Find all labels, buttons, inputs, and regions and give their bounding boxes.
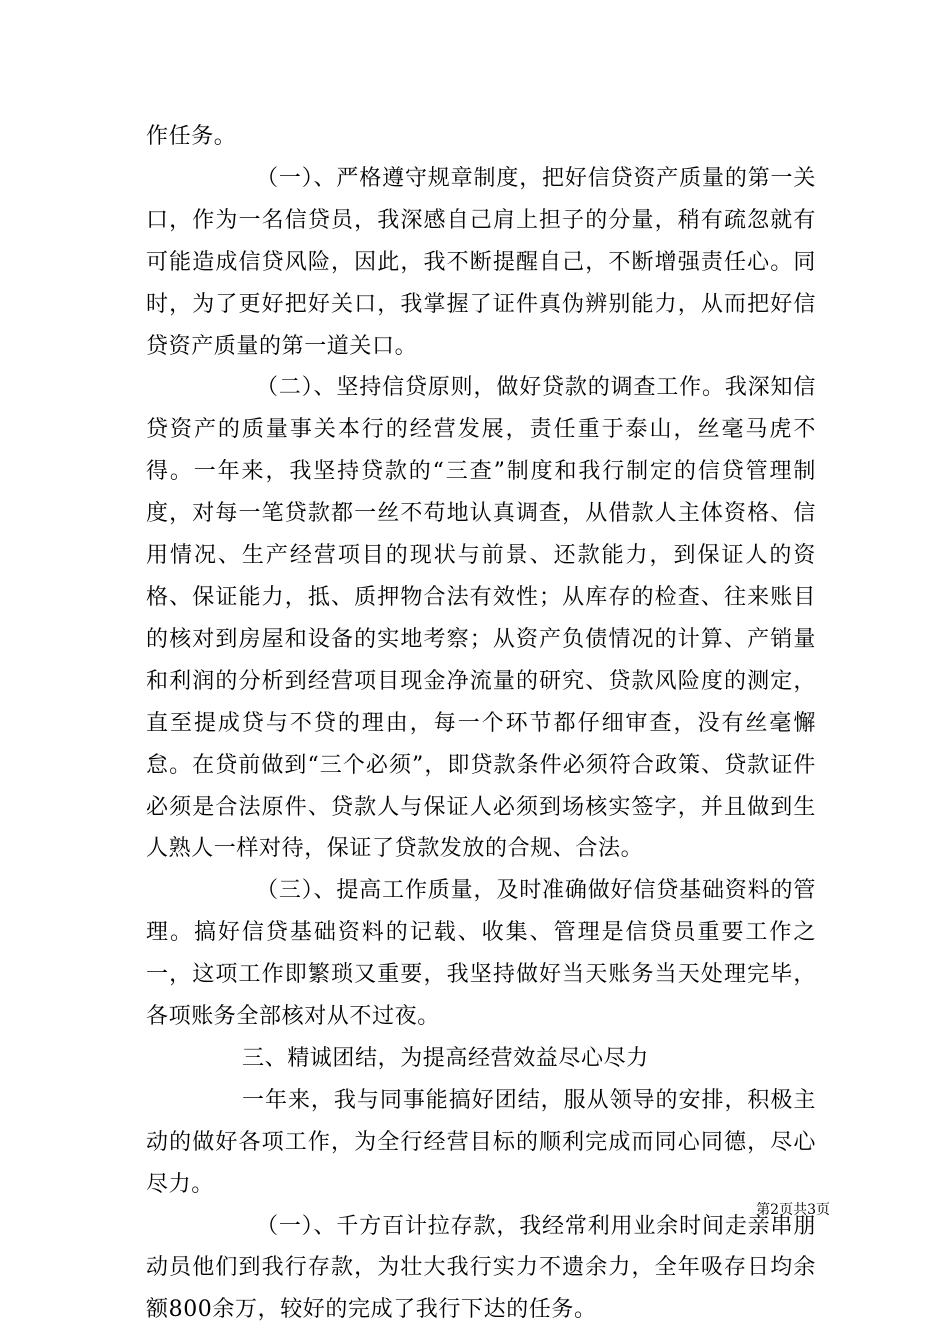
- paragraph-work-quality: （三）、提高工作质量，及时准确做好信贷基础资料的管理。搞好信贷基础资料的记载、收集、管理是信贷员重要工作之一，这项工作即繁琐又重要，我坚持做好当天账务当天处理完毕，各项账务全部核对从不过夜。: [146, 878, 816, 1030]
- paragraph-continuation: 作任务。: [146, 124, 237, 149]
- paragraph-rules: （一）、严格遵守规章制度，把好信贷资产质量的第一关口，作为一名信贷员，我深感自己肩上担子的分量，稍有疏忽就有可能造成信贷风险，因此，我不断提醒自己，不断增强责任心。同时，为了更好把好关口，我掌握了证件真伪辨别能力，从而把好信贷资产质量的第一道关口。: [146, 165, 816, 359]
- section-heading: 三、精诚团结，为提高经营效益尽心尽力: [242, 1045, 649, 1071]
- paragraph-teamwork: 一年来，我与同事能搞好团结，服从领导的安排，积极主动的做好各项工作，为全行经营目标的顺利完成而同心同德，尽心尽力。: [146, 1087, 816, 1197]
- paragraph-deposits: （一）、千方百计拉存款，我经常利用业余时间走亲串朋动员他们到我行存款，为壮大我行实力不遗余力，全年吸存日均余额800余万，较好的完成了我行下达的任务。: [146, 1213, 816, 1323]
- paragraph-credit-principles: （二）、坚持信贷原则，做好贷款的调查工作。我深知信贷资产的质量事关本行的经营发展，责任重于泰山，丝毫马虎不得。一年来，我坚持贷款的“三查”制度和我行制定的信贷管理制度，对每一笔贷款都一丝不苟地认真调查，从借款人主体资格、信用情况、生产经营项目的现状与前景、还款能力，到保证人的资格、保证能力，抵、质押物合法有效性；从库存的检查、往来账目的核对到房屋和设备的实地考察；从资产负债情况的计算、产销量和利润的分析到经营项目现金净流量的研究、贷款风险度的测定，直至提成贷与不贷的理由，每一个环节都仔细审查，没有丝毫懈怠。在贷前做到“三个必须”，即贷款条件必须符合政策、贷款证件必须是合法原件、贷款人与保证人必须到场核实签字，并且做到生人熟人一样对待，保证了贷款发放的合规、合法。: [146, 375, 816, 862]
- document-body: [146, 116, 816, 1331]
- page-number: 第2页共3页: [756, 1202, 830, 1218]
